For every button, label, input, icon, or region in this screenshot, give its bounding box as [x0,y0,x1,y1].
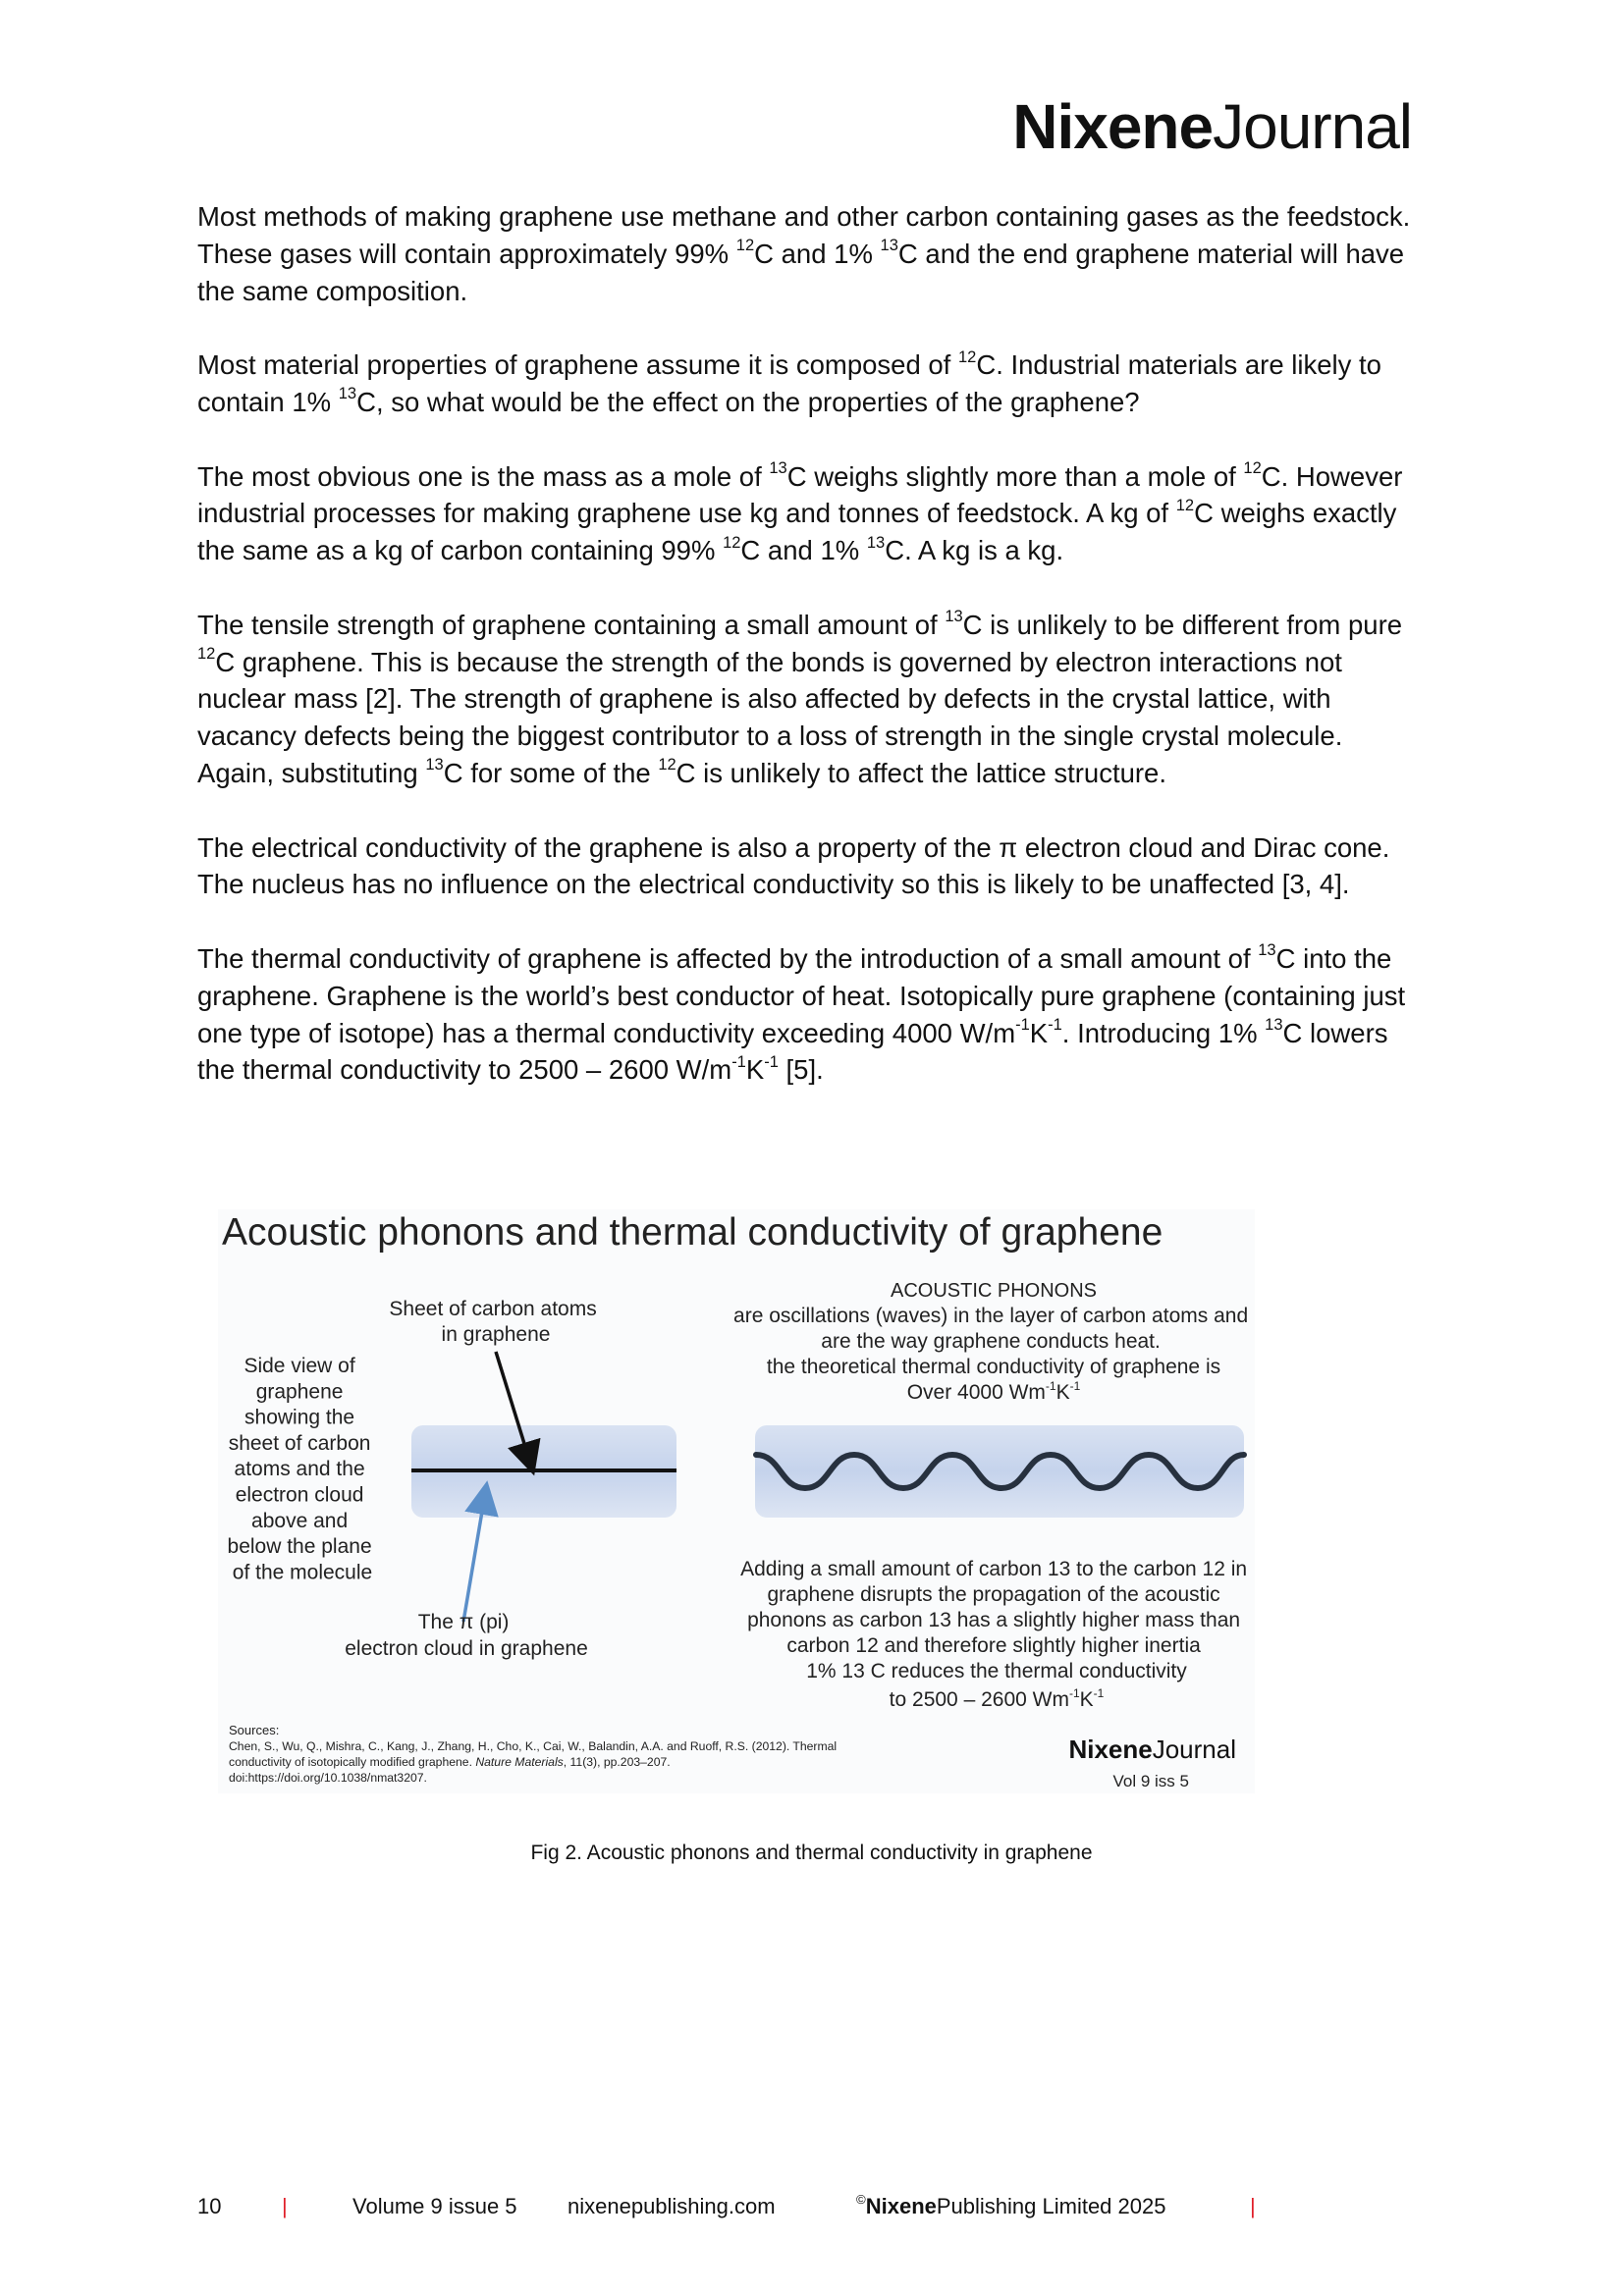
acoustic-value: Over 4000 $Wm^{-1}K^{-1}$ [906,1379,1081,1404]
footer-separator-right: | [1250,2194,1256,2218]
pi-cloud-label: The π (pi) electron cloud in graphene [345,1611,588,1660]
side-view-label: Side view of graphene showing the sheet of carbon atoms and the electron cloud above and below the plane of the molecule [227,1355,373,1584]
page-footer [0,2191,1623,2223]
paragraph-mass: The most obvious one is the mass as a mole of $^{13}$C weighs slightly more than a mole of $^{12}$C. However industrial processes for making graphene use kg and tonnes of feedstock. A kg of $^{12}$C weighs exactly the same as a kg of carbon containing 99% $^{12}$C and 1% $^{13}$C. A kg is a kg. [197,458,1403,566]
paragraph-properties: Most material properties of graphene assume it is composed of $^{12}$C. Industrial materials are likely to contain 1% $^{13}$C, so what would be the effect on the properties of the graphene? [197,347,1381,417]
page-number: 10 [197,2194,222,2218]
masthead-light: Journal [1213,91,1412,162]
sources-label: Sources: [229,1723,280,1737]
footer-separator-left: | [282,2194,288,2218]
footer-site-link[interactable]: nixenepublishing.com [568,2194,776,2218]
adding-description: Adding a small amount of carbon 13 to the carbon 12 in graphene disrupts the propagation of the acoustic phonons as carbon 13 has a slightly higher mass than carbon 12 and therefore slightly higher inertia 1% 13 C reduces the thermal conductivity [740,1558,1248,1682]
paragraph-thermal: The thermal conductivity of graphene is affected by the introduction of a small amount of $^{13}$C into the graphene. Graphene is the world’s best conductor of heat. Isotopically pure graphene (containing just one type of isotope) has a thermal conductivity exceeding 4000 $W/m^{-1}K^{-1}$. Introducing 1% $^{13}$C lowers the thermal conductivity to 2500 – 2600 $W/m^{-1}K^{-1}$ [5]. [197,941,1406,1086]
sheet-label: Sheet of carbon atoms in graphene [389,1298,597,1346]
acoustic-description: are oscillations (waves) in the layer of carbon atoms and are the way graphene conducts heat. the theoretical thermal conductivity of graphene is [733,1305,1249,1378]
journal-masthead [1012,90,1412,163]
figure-volume: Vol 9 iss 5 [1112,1772,1189,1790]
acoustic-heading: ACOUSTIC PHONONS [890,1280,1098,1302]
paragraph-electrical: The electrical conductivity of the graphene is also a property of the π electron cloud and Dirac cone. The nucleus has no influence on the electrical conductivity so this is likely to be unaffected [3, 4]. [197,831,1390,900]
paragraph-tensile: The tensile strength of graphene containing a small amount of $^{13}$C is unlikely to be different from pure $^{12}$C graphene. This is because the strength of the bonds is governed by electron interactions not nuclear mass [2]. The strength of graphene is also affected by defects in the crystal lattice, with vacancy defects being the biggest contributor to a loss of strength in the single crystal molecule. Again, substituting $^{13}$C for some of the $^{12}$C is unlikely to affect the lattice structure. [197,608,1403,788]
article-body [197,198,1425,1126]
sources-line-3: doi:https://doi.org/10.1038/nmat3207. [229,1771,427,1785]
figure-logo: NixeneJournal [1068,1735,1236,1764]
figure-caption: Fig 2. Acoustic phonons and thermal conductivity in graphene [530,1842,1093,1864]
figure-acoustic-phonons [218,1209,1255,1793]
footer-copyright: ©NixenePublishing Limited 2025 [856,2191,1166,2218]
sources-line-2: conductivity of isotopically modified graphene. Nature Materials, 11(3), pp.203–207. [229,1755,671,1769]
footer-volume: Volume 9 issue 5 [352,2194,517,2218]
figure-title: Acoustic phonons and thermal conductivity of graphene [222,1211,1163,1254]
paragraph-feedstock: Most methods of making graphene use methane and other carbon containing gases as the feedstock. These gases will contain approximately 99% $^{12}$C and 1% $^{13}$C and the end graphene material will have the same composition. [197,201,1411,306]
reduced-value: to 2500 – 2600 $Wm^{-1}K^{-1}$ [889,1686,1105,1711]
sources-line-1: Chen, S., Wu, Q., Mishra, C., Kang, J., Zhang, H., Cho, K., Cai, W., Balandin, A.A. and Ruoff, R.S. (2012). Thermal [229,1739,838,1753]
masthead-bold: Nixene [1012,91,1214,162]
